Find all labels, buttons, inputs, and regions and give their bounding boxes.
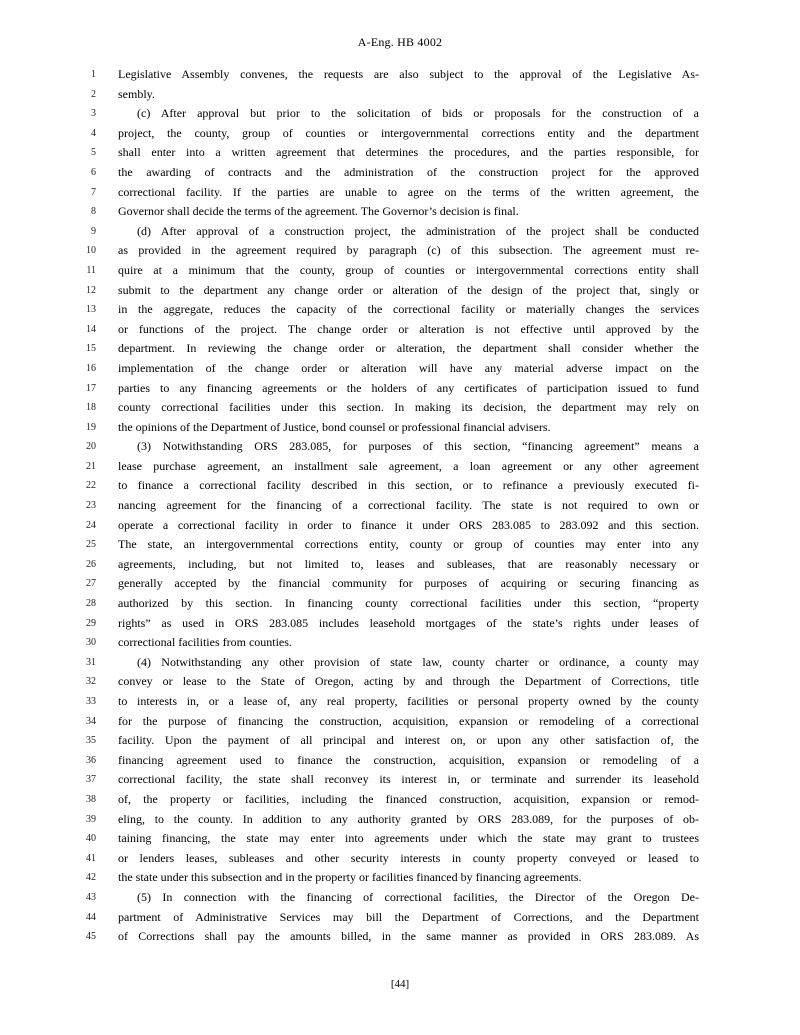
page-header: A-Eng. HB 4002: [357, 35, 443, 49]
text-line: [0, 339, 800, 359]
line-number: 30: [86, 637, 96, 649]
line-text: (c) After approval but prior to the solicitation of bids or proposals for the construction of a: [137, 106, 699, 121]
text-line: [0, 555, 800, 575]
line-text: correctional facility, the state shall reconvey its interest in, or terminate and surrender its leasehold: [118, 772, 699, 787]
text-line: [0, 810, 800, 830]
line-text: rights” as used in ORS 283.085 includes leasehold mortgages of the state’s rights under leases of: [118, 615, 699, 630]
text-line: [0, 927, 800, 947]
line-number: 43: [86, 891, 96, 903]
bill-text-body: [0, 65, 800, 947]
text-line: [0, 163, 800, 183]
line-text: partment of Administrative Services may bill the Department of Corrections, and the Department: [118, 909, 699, 924]
line-text: correctional facility. If the parties are unable to agree on the terms of the written agreement, the: [118, 184, 699, 199]
text-line: [0, 104, 800, 124]
line-text: generally accepted by the financial community for purposes of acquiring or securing financing as: [118, 576, 699, 591]
line-text: county correctional facilities under this section. In making its decision, the department may rely on: [118, 400, 699, 415]
line-text: (3) Notwithstanding ORS 283.085, for purposes of this section, “financing agreement” means a: [137, 439, 699, 454]
text-line: [0, 751, 800, 771]
text-line: [0, 437, 800, 457]
text-line: [0, 281, 800, 301]
text-line: [0, 692, 800, 712]
line-text: correctional facilities from counties.: [118, 635, 292, 650]
line-number: 9: [91, 225, 96, 237]
text-line: [0, 359, 800, 379]
line-number: 36: [86, 754, 96, 766]
text-line: [0, 418, 800, 438]
line-text: (5) In connection with the financing of correctional facilities, the Director of the Oregon De-: [137, 889, 699, 904]
line-text: quire at a minimum that the county, group of counties or intergovernmental corrections entity shall: [118, 262, 699, 277]
line-text: as provided in the agreement required by paragraph (c) of this subsection. The agreement must re-: [118, 243, 699, 258]
text-line: [0, 457, 800, 477]
line-number: 33: [86, 696, 96, 707]
line-text: (d) After approval of a construction project, the administration of the project shall be conducted: [137, 223, 699, 238]
line-number: 25: [86, 539, 96, 551]
line-text: shall enter into a written agreement that determines the procedures, and the parties responsible, for: [118, 145, 699, 160]
text-line: [0, 300, 800, 320]
text-line: [0, 712, 800, 732]
line-text: of Corrections shall pay the amounts billed, in the same manner as provided in ORS 283.089. As: [118, 929, 699, 944]
line-text: to finance a correctional facility described in this section, or to refinance a previously executed fi-: [118, 478, 699, 493]
text-line: [0, 85, 800, 105]
line-text: the awarding of contracts and the administration of the construction project for the approved: [118, 164, 699, 179]
text-line: [0, 241, 800, 261]
text-line: [0, 829, 800, 849]
line-text: eling, to the county. In addition to any authority granted by ORS 283.089, for the purposes of ob-: [118, 811, 699, 826]
line-number: 27: [86, 578, 96, 590]
line-number: 34: [86, 715, 96, 727]
line-number: 19: [86, 421, 96, 433]
text-line: [0, 672, 800, 692]
text-line: [0, 614, 800, 634]
page-number: [44]: [390, 978, 410, 990]
line-text: lease purchase agreement, an installment sale agreement, a loan agreement or any other agreement: [118, 458, 699, 473]
line-text: or lenders leases, subleases and other security interests in county property conveyed or leased to: [118, 850, 699, 865]
text-line: [0, 261, 800, 281]
line-number: 2: [91, 88, 96, 100]
line-text: submit to the department any change order or alteration of the design of the project that, singly or: [118, 282, 699, 297]
text-line: [0, 633, 800, 653]
line-text: department. In reviewing the change order or alteration, the department shall consider whether the: [118, 341, 699, 356]
line-text: for the purpose of financing the construction, acquisition, expansion or remodeling of a correctional: [118, 713, 699, 728]
text-line: [0, 731, 800, 751]
line-text: authorized by this section. In financing county correctional facilities under this section, “property: [118, 596, 699, 611]
line-number: 22: [86, 480, 96, 492]
line-number: 4: [91, 127, 96, 139]
line-text: the opinions of the Department of Justice, bond counsel or professional financial advisers.: [118, 419, 551, 434]
line-text: Governor shall decide the terms of the agreement. The Governor’s decision is final.: [118, 204, 519, 219]
text-line: [0, 476, 800, 496]
text-line: [0, 124, 800, 144]
line-number: 38: [86, 793, 96, 805]
line-number: 1: [91, 69, 96, 80]
line-text: sembly.: [118, 86, 155, 101]
line-number: 10: [86, 245, 96, 257]
line-text: (4) Notwithstanding any other provision of state law, county charter or ordinance, a county may: [137, 654, 699, 669]
line-number: 21: [86, 460, 96, 472]
text-line: [0, 496, 800, 516]
line-number: 41: [86, 852, 96, 864]
text-line: [0, 143, 800, 163]
line-number: 37: [86, 774, 96, 786]
line-number: 42: [86, 872, 96, 884]
line-text: to interests in, or a lease of, any real property, facilities or personal property owned by the county: [118, 694, 699, 708]
line-number: 12: [86, 284, 96, 296]
line-number: 23: [86, 500, 96, 512]
text-line: [0, 320, 800, 340]
text-line: [0, 770, 800, 790]
text-line: [0, 379, 800, 399]
line-number: 44: [86, 911, 96, 923]
text-line: [0, 183, 800, 203]
line-number: 26: [86, 558, 96, 570]
line-text: agreements, including, but not limited to, leases and subleases, that are reasonably necessary or: [118, 556, 699, 571]
line-text: in the aggregate, reduces the capacity of the correctional facility or materially changes the services: [118, 302, 699, 317]
line-number: 5: [91, 147, 96, 159]
line-number: 16: [86, 362, 96, 374]
line-number: 35: [86, 735, 96, 747]
line-number: 7: [91, 186, 96, 198]
text-line: [0, 653, 800, 673]
line-number: 45: [86, 931, 96, 943]
text-line: [0, 849, 800, 869]
line-text: implementation of the change order or alteration will have any material adverse impact on the: [118, 360, 699, 375]
text-line: [0, 888, 800, 908]
text-line: [0, 398, 800, 418]
line-number: 8: [91, 206, 96, 218]
text-line: [0, 868, 800, 888]
text-line: [0, 790, 800, 810]
text-line: [0, 202, 800, 222]
line-number: 14: [86, 323, 96, 335]
line-text: operate a correctional facility in order to finance it under ORS 283.085 to 283.092 and this section.: [118, 517, 699, 532]
line-number: 18: [86, 402, 96, 414]
line-text: The state, an intergovernmental corrections entity, county or group of counties may enter into any: [118, 537, 699, 552]
line-text: the state under this subsection and in the property or facilities financed by financing agreements.: [118, 870, 582, 885]
line-number: 3: [91, 108, 96, 120]
line-number: 13: [86, 304, 96, 316]
text-line: [0, 574, 800, 594]
text-line: [0, 516, 800, 536]
line-text: project, the county, group of counties or intergovernmental corrections entity and the department: [118, 125, 699, 140]
text-line: [0, 65, 800, 85]
line-number: 28: [86, 598, 96, 610]
text-line: [0, 222, 800, 242]
line-text: nancing agreement for the financing of a correctional facility. The state is not required to own or: [118, 498, 699, 513]
line-number: 15: [86, 343, 96, 355]
line-number: 17: [86, 382, 96, 394]
line-number: 40: [86, 833, 96, 845]
text-line: [0, 535, 800, 555]
line-number: 11: [86, 264, 96, 276]
line-number: 39: [86, 813, 96, 825]
text-line: [0, 908, 800, 928]
line-text: or functions of the project. The change order or alteration is not effective until approved by the: [118, 321, 699, 336]
line-text: parties to any financing agreements or the holders of any certificates of participation issued to fund: [118, 380, 699, 395]
text-line: [0, 594, 800, 614]
line-text: convey or lease to the State of Oregon, acting by and through the Department of Corrections, title: [118, 674, 699, 689]
line-number: 32: [86, 676, 96, 688]
line-text: of, the property or facilities, including the financed construction, acquisition, expansion or remod-: [118, 791, 699, 806]
line-number: 6: [91, 166, 96, 178]
line-text: facility. Upon the payment of all principal and interest on, or upon any other satisfaction of, the: [118, 733, 699, 748]
line-number: 31: [86, 656, 96, 668]
line-text: taining financing, the state may enter into agreements under which the state may grant to trustees: [118, 831, 699, 846]
line-text: Legislative Assembly convenes, the requests are also subject to the approval of the Legislative As-: [118, 67, 699, 81]
line-number: 24: [86, 519, 96, 531]
line-number: 20: [86, 441, 96, 453]
line-number: 29: [86, 617, 96, 629]
line-text: financing agreement used to finance the construction, acquisition, expansion or remodeling of a: [118, 752, 699, 767]
